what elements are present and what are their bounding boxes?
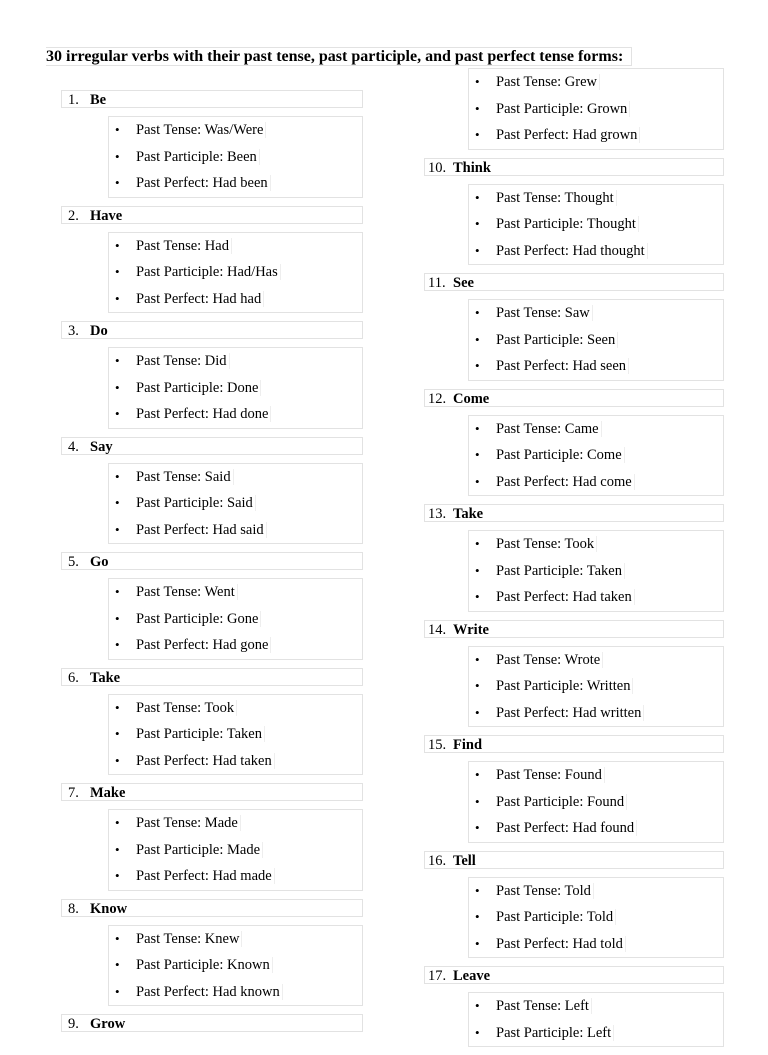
verb-form-item <box>469 469 723 496</box>
verb-form-item <box>109 144 362 171</box>
verb-form-text: Past Participle: Left <box>496 1025 614 1041</box>
verb-form-item <box>109 517 362 544</box>
verb-form-text: Past Perfect: Had taken <box>136 753 275 769</box>
verb-name: Go <box>90 554 109 570</box>
verb-form-item <box>109 286 362 313</box>
verb-form-text: Past Tense: Told <box>496 883 594 899</box>
verb-form-item <box>469 584 723 611</box>
verb-number: 14. <box>428 621 447 638</box>
verb-forms-list <box>468 299 724 381</box>
verb-form-item <box>109 579 362 606</box>
verb-form-item <box>469 185 723 212</box>
verb-form-item <box>469 673 723 700</box>
verb-forms-list <box>108 694 363 776</box>
verb-form-item <box>469 904 723 931</box>
verb-name: See <box>453 275 474 291</box>
verb-heading <box>424 273 724 291</box>
verb-form-text: Past Perfect: Had seen <box>496 358 629 374</box>
verb-number: 13. <box>428 506 447 522</box>
verb-form-item <box>109 464 362 491</box>
verb-form-item <box>469 1020 723 1047</box>
verb-form-text: Past Perfect: Had known <box>136 984 283 1000</box>
verb-form-text: Past Tense: Knew <box>136 931 242 947</box>
verb-form-text: Past Participle: Found <box>496 794 627 810</box>
verb-form-text: Past Tense: Came <box>496 421 602 437</box>
verb-form-text: Past Participle: Taken <box>496 563 625 579</box>
verb-heading <box>424 389 724 407</box>
verb-form-text: Past Perfect: Had done <box>136 406 271 422</box>
verb-number: 4. <box>68 438 79 455</box>
verb-name: Do <box>90 323 108 339</box>
verb-form-text: Past Tense: Said <box>136 469 234 485</box>
verb-form-text: Past Participle: Come <box>496 447 625 463</box>
verb-form-text: Past Participle: Been <box>136 149 260 165</box>
verb-number: 3. <box>68 323 79 339</box>
verb-form-text: Past Participle: Known <box>136 957 273 973</box>
verb-number: 7. <box>68 785 79 801</box>
verb-form-item <box>469 762 723 789</box>
verb-form-item <box>109 490 362 517</box>
verb-form-text: Past Perfect: Had grown <box>496 127 640 143</box>
verb-form-item <box>109 117 362 144</box>
verb-forms-list <box>108 925 363 1007</box>
right-column <box>424 68 724 1055</box>
verb-number: 8. <box>68 900 79 917</box>
verb-heading <box>61 206 363 224</box>
verb-form-text: Past Participle: Taken <box>136 726 265 742</box>
verb-form-text: Past Participle: Thought <box>496 216 639 232</box>
verb-form-item <box>109 233 362 260</box>
verb-form-text: Past Tense: Made <box>136 815 241 831</box>
verb-form-item <box>469 700 723 727</box>
verb-number: 6. <box>68 669 79 686</box>
verb-forms-list <box>468 646 724 728</box>
verb-form-item <box>469 69 723 96</box>
verb-form-item <box>109 695 362 722</box>
verb-form-text: Past Tense: Did <box>136 353 230 369</box>
verb-form-text: Past Tense: Saw <box>496 305 593 321</box>
verb-form-item <box>109 721 362 748</box>
verb-name: Grow <box>90 1016 126 1032</box>
verb-form-item <box>469 238 723 265</box>
verb-forms-list <box>108 347 363 429</box>
verb-form-item <box>109 348 362 375</box>
verb-form-item <box>109 863 362 890</box>
left-column <box>61 90 363 1040</box>
verb-heading <box>61 90 363 108</box>
verb-form-text: Past Participle: Grown <box>496 101 630 117</box>
verb-name: Tell <box>453 852 476 869</box>
verb-heading <box>424 851 724 869</box>
verb-form-text: Past Tense: Wrote <box>496 652 603 668</box>
verb-form-text: Past Perfect: Had had <box>136 291 264 307</box>
verb-form-item <box>109 837 362 864</box>
verb-name: Make <box>90 785 126 801</box>
verb-forms-list <box>108 809 363 891</box>
verb-number: 1. <box>68 92 79 108</box>
verb-form-item <box>109 632 362 659</box>
verb-name: Say <box>90 438 113 455</box>
verb-form-text: Past Participle: Made <box>136 842 263 858</box>
verb-heading <box>61 552 363 570</box>
verb-form-text: Past Perfect: Had come <box>496 474 635 490</box>
verb-form-text: Past Tense: Was/Were <box>136 122 266 138</box>
verb-form-item <box>109 170 362 197</box>
verb-heading <box>61 899 363 917</box>
verb-form-item <box>469 327 723 354</box>
verb-form-item <box>469 878 723 905</box>
verb-name: Know <box>90 900 128 917</box>
verb-form-item <box>469 353 723 380</box>
page-title <box>46 47 646 67</box>
verb-form-item <box>469 647 723 674</box>
verb-form-text: Past Tense: Went <box>136 584 238 600</box>
verb-name: Take <box>90 669 121 686</box>
verb-form-item <box>109 926 362 953</box>
verb-form-text: Past Tense: Had <box>136 238 232 254</box>
verb-name: Think <box>453 159 491 176</box>
verb-heading <box>424 620 724 638</box>
verb-forms-list <box>108 116 363 198</box>
verb-number: 12. <box>428 390 447 407</box>
verb-name: Take <box>453 506 484 522</box>
verb-forms-list <box>468 530 724 612</box>
verb-forms-list <box>468 68 724 150</box>
verb-form-item <box>109 375 362 402</box>
verb-forms-list <box>468 992 724 1047</box>
verb-form-item <box>469 815 723 842</box>
verb-forms-list <box>108 578 363 660</box>
verb-form-item <box>109 810 362 837</box>
verb-form-text: Past Participle: Said <box>136 495 256 511</box>
verb-form-text: Past Tense: Thought <box>496 190 617 206</box>
verb-heading <box>61 783 363 801</box>
verb-heading <box>424 158 724 176</box>
verb-number: 2. <box>68 207 79 224</box>
verb-number: 11. <box>428 275 446 291</box>
verb-forms-list <box>468 184 724 266</box>
verb-name: Have <box>90 207 123 224</box>
verb-form-text: Past Tense: Left <box>496 998 592 1014</box>
verb-form-text: Past Perfect: Had thought <box>496 243 648 259</box>
verb-form-item <box>469 416 723 443</box>
verb-form-item <box>469 96 723 123</box>
verb-form-item <box>469 531 723 558</box>
verb-form-item <box>109 979 362 1006</box>
verb-forms-list <box>468 877 724 959</box>
verb-form-text: Past Perfect: Had made <box>136 868 275 884</box>
verb-form-item <box>469 122 723 149</box>
verb-form-item <box>469 211 723 238</box>
verb-number: 15. <box>428 737 447 753</box>
verb-form-item <box>469 558 723 585</box>
verb-number: 9. <box>68 1016 79 1032</box>
verb-form-text: Past Tense: Grew <box>496 74 600 90</box>
verb-forms-list <box>468 415 724 497</box>
verb-form-text: Past Participle: Seen <box>496 332 618 348</box>
verb-forms-list <box>108 232 363 314</box>
verb-form-text: Past Tense: Took <box>496 536 597 552</box>
verb-number: 17. <box>428 968 447 984</box>
verb-name: Be <box>90 92 107 108</box>
verb-form-text: Past Perfect: Had gone <box>136 637 271 653</box>
verb-name: Write <box>453 621 489 638</box>
verb-form-text: Past Perfect: Had written <box>496 705 644 721</box>
verb-forms-list <box>108 463 363 545</box>
verb-form-text: Past Perfect: Had taken <box>496 589 635 605</box>
verb-form-text: Past Perfect: Had said <box>136 522 267 538</box>
verb-form-text: Past Tense: Found <box>496 767 605 783</box>
verb-forms-list <box>468 761 724 843</box>
verb-heading <box>61 668 363 686</box>
verb-name: Come <box>453 390 490 407</box>
verb-form-item <box>109 606 362 633</box>
verb-number: 10. <box>428 159 447 176</box>
verb-form-text: Past Participle: Gone <box>136 611 261 627</box>
verb-form-item <box>469 931 723 958</box>
verb-number: 16. <box>428 852 447 869</box>
verb-heading <box>61 437 363 455</box>
verb-form-item <box>109 952 362 979</box>
verb-form-text: Past Perfect: Had found <box>496 820 637 836</box>
verb-form-text: Past Participle: Told <box>496 909 616 925</box>
verb-form-text: Past Participle: Done <box>136 380 261 396</box>
verb-name: Leave <box>453 968 491 984</box>
verb-form-text: Past Perfect: Had been <box>136 175 271 191</box>
verb-name: Find <box>453 737 483 753</box>
verb-form-item <box>469 789 723 816</box>
verb-form-text: Past Tense: Took <box>136 700 237 716</box>
verb-form-item <box>109 259 362 286</box>
verb-form-item <box>469 993 723 1020</box>
page-title-text: 30 irregular verbs with their past tense, past participle, and past perfect tense forms: <box>46 47 632 66</box>
verb-form-item <box>109 401 362 428</box>
verb-heading <box>424 735 724 753</box>
verb-number: 5. <box>68 554 79 570</box>
verb-heading <box>61 321 363 339</box>
verb-form-text: Past Perfect: Had told <box>496 936 626 952</box>
verb-form-item <box>109 748 362 775</box>
verb-form-item <box>469 442 723 469</box>
verb-form-text: Past Participle: Had/Has <box>136 264 281 280</box>
verb-form-text: Past Participle: Written <box>496 678 633 694</box>
verb-heading <box>61 1014 363 1032</box>
verb-form-item <box>469 300 723 327</box>
verb-heading <box>424 504 724 522</box>
verb-heading <box>424 966 724 984</box>
